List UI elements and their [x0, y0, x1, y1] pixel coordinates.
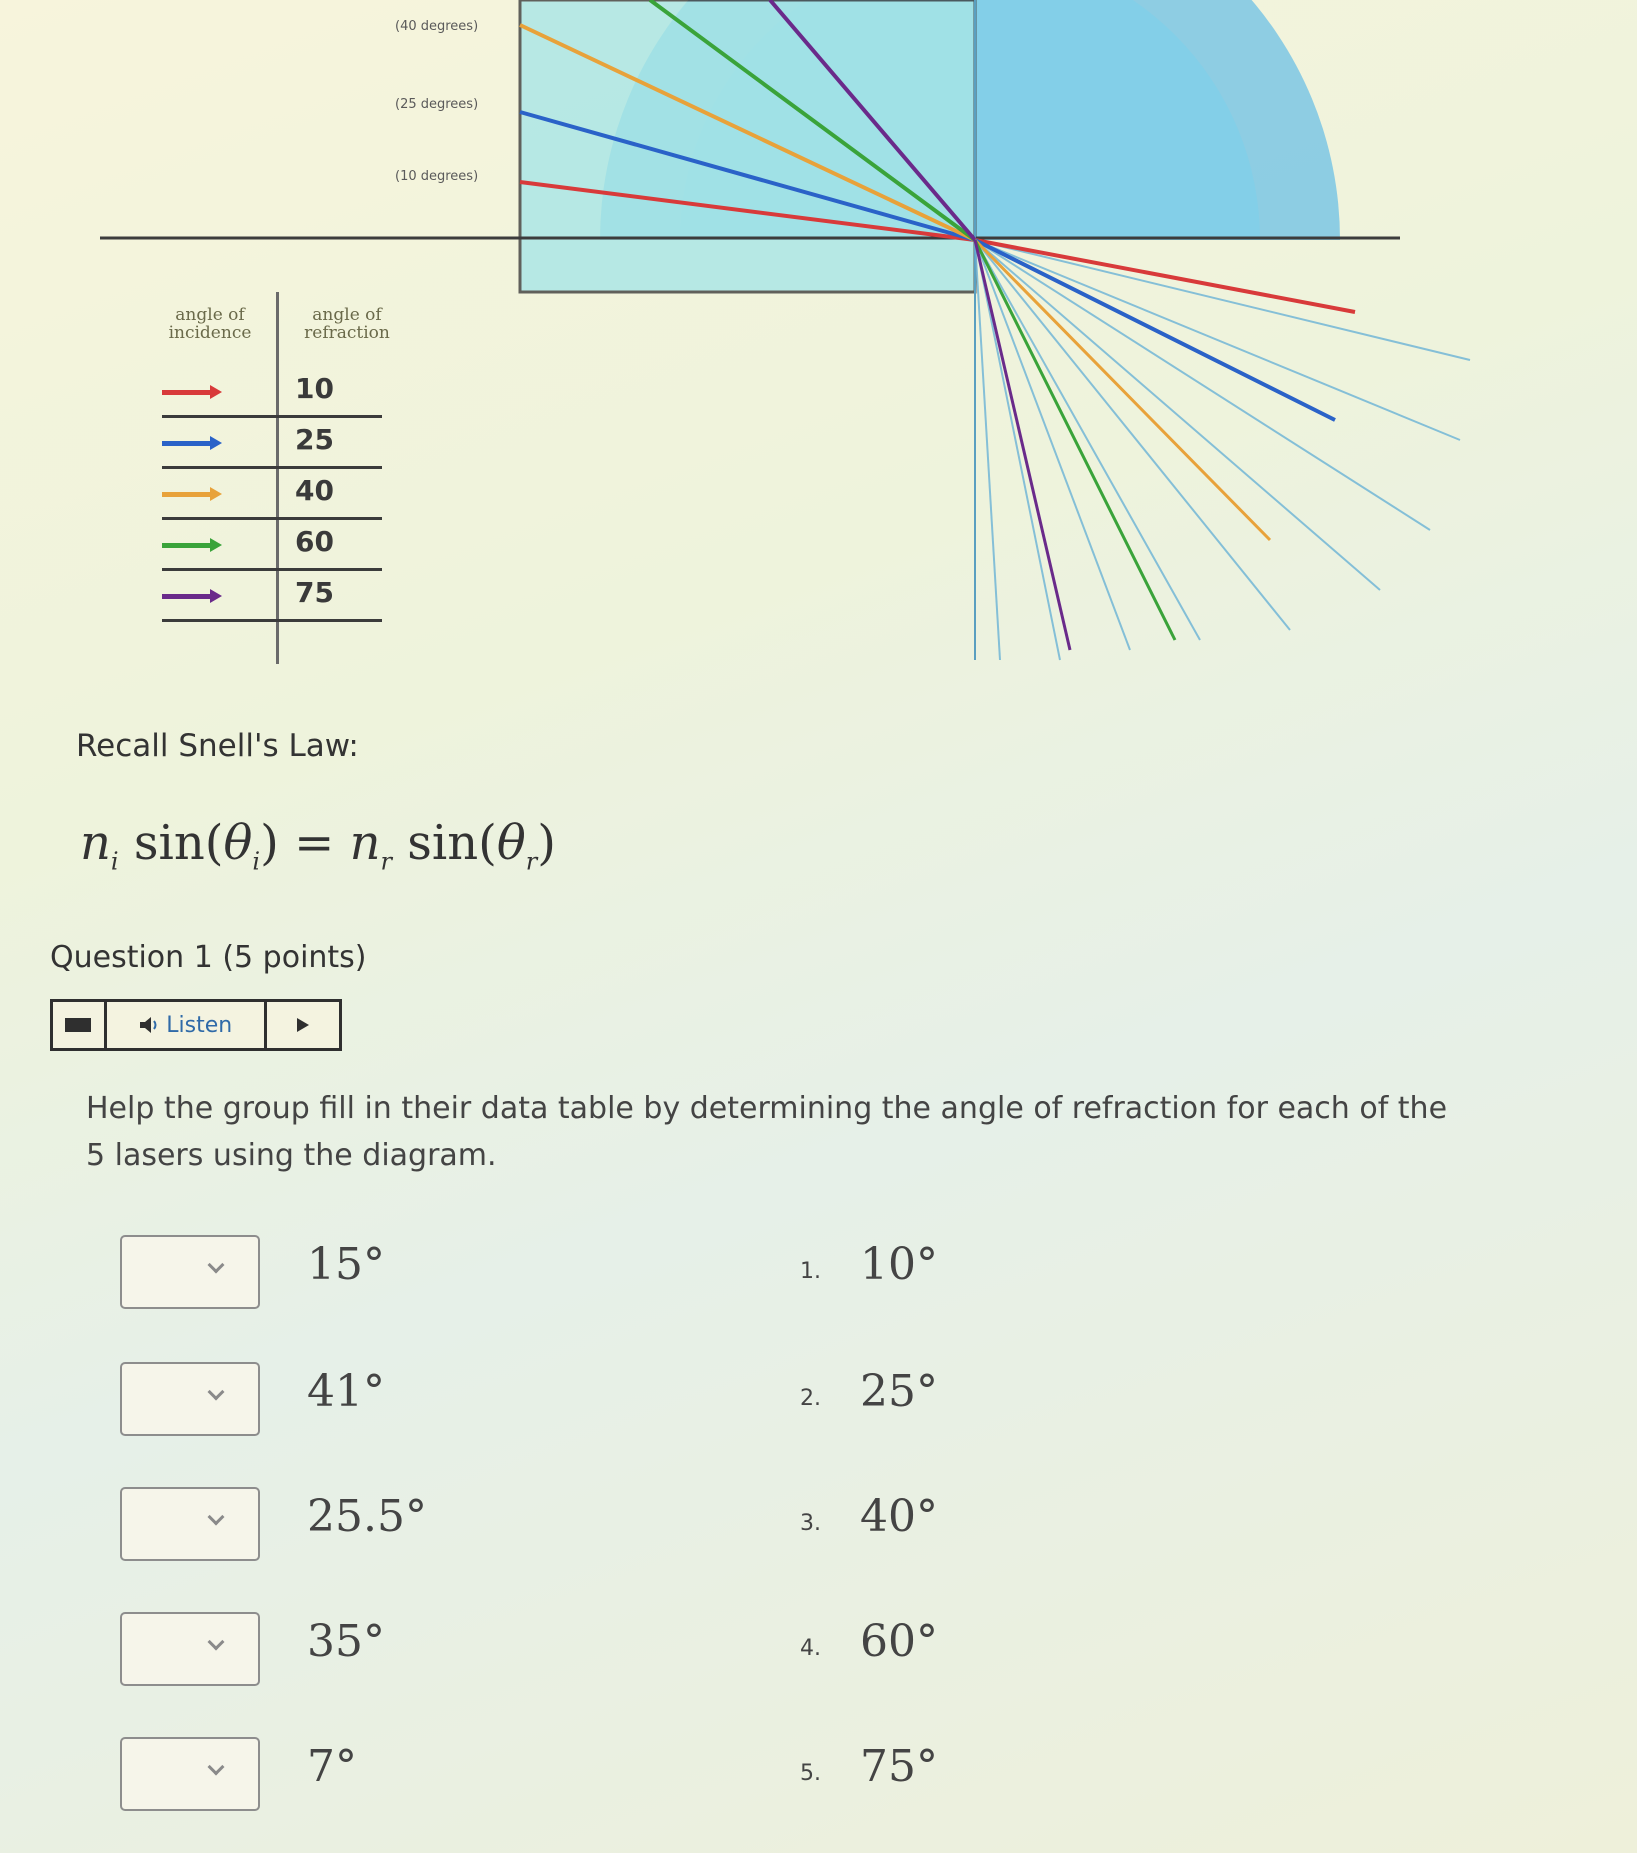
match-option: 7° [307, 1741, 357, 1792]
target-value: 75° [860, 1741, 938, 1792]
match-row [120, 1737, 1220, 1817]
arrow-icon [210, 487, 222, 501]
arrow-icon [210, 538, 222, 552]
label-10-degrees: (10 degrees) [395, 169, 479, 184]
swatch-purple [162, 594, 212, 599]
target-value: 60° [860, 1616, 938, 1667]
incidence-value: 40 [295, 474, 334, 507]
table-row [162, 423, 382, 469]
laser-refracted-75 [975, 240, 1070, 650]
swatch-red [162, 390, 212, 395]
listen-label: Listen [166, 1012, 233, 1038]
listen-toolbar [50, 999, 342, 1051]
table-header-incidence: angle of incidence [168, 305, 252, 343]
table-header-refraction: angle of refraction [304, 305, 390, 343]
arrow-icon [210, 589, 222, 603]
target-number: 3. [800, 1511, 821, 1536]
swatch-blue [162, 441, 212, 446]
incidence-value: 10 [295, 372, 334, 405]
chevron-down-icon [208, 1257, 225, 1274]
match-dropdown[interactable] [120, 1235, 260, 1309]
chevron-down-icon [208, 1759, 225, 1776]
match-dropdown[interactable] [120, 1612, 260, 1686]
incidence-value: 75 [295, 576, 334, 609]
target-number: 2. [800, 1386, 821, 1411]
table-row [162, 576, 382, 622]
menu-icon [65, 1018, 91, 1032]
target-value: 40° [860, 1491, 938, 1542]
match-row [120, 1235, 1220, 1315]
incidence-value: 25 [295, 423, 334, 456]
question-title: Question 1 (5 points) [50, 940, 367, 975]
table-row [162, 372, 382, 418]
arrow-icon [210, 385, 222, 399]
laser-refracted-60 [975, 240, 1175, 640]
match-row [120, 1362, 1220, 1442]
match-row [120, 1487, 1220, 1567]
recall-heading: Recall Snell's Law: [76, 728, 359, 764]
match-option: 41° [307, 1366, 385, 1417]
match-option: 25.5° [307, 1491, 427, 1542]
snells-law-formula: $n_i$ $\sin(\theta_i) = n_r$ $\sin(\theta_r)$ [80, 815, 556, 876]
table-row [162, 474, 382, 520]
target-value: 25° [860, 1366, 938, 1417]
match-option: 35° [307, 1616, 385, 1667]
label-25-degrees: (25 degrees) [395, 97, 479, 112]
swatch-orange [162, 492, 212, 497]
incidence-value: 60 [295, 525, 334, 558]
laser-refracted-25 [975, 240, 1335, 420]
target-value: 10° [860, 1239, 938, 1290]
match-dropdown[interactable] [120, 1362, 260, 1436]
laser-refracted-40 [975, 240, 1270, 540]
target-number: 5. [800, 1761, 821, 1786]
target-number: 4. [800, 1636, 821, 1661]
chevron-down-icon [208, 1384, 225, 1401]
swatch-green [162, 543, 212, 548]
listen-button[interactable] [107, 1002, 267, 1048]
table-row [162, 525, 382, 571]
play-button[interactable] [267, 1002, 339, 1048]
speaker-icon [138, 1015, 160, 1035]
arrow-icon [210, 436, 222, 450]
menu-button[interactable] [53, 1002, 107, 1048]
question-prompt: Help the group fill in their data table by determining the angle of refraction for each of the 5 lasers using the diagram. [86, 1091, 1448, 1173]
target-number: 1. [800, 1259, 821, 1284]
chevron-down-icon [208, 1509, 225, 1526]
match-row [120, 1612, 1220, 1692]
match-option: 15° [307, 1239, 385, 1290]
glass-block [520, 0, 975, 292]
label-40-degrees: (40 degrees) [395, 19, 479, 34]
match-dropdown[interactable] [120, 1737, 260, 1811]
play-icon [297, 1018, 309, 1032]
match-dropdown[interactable] [120, 1487, 260, 1561]
chevron-down-icon [208, 1634, 225, 1651]
